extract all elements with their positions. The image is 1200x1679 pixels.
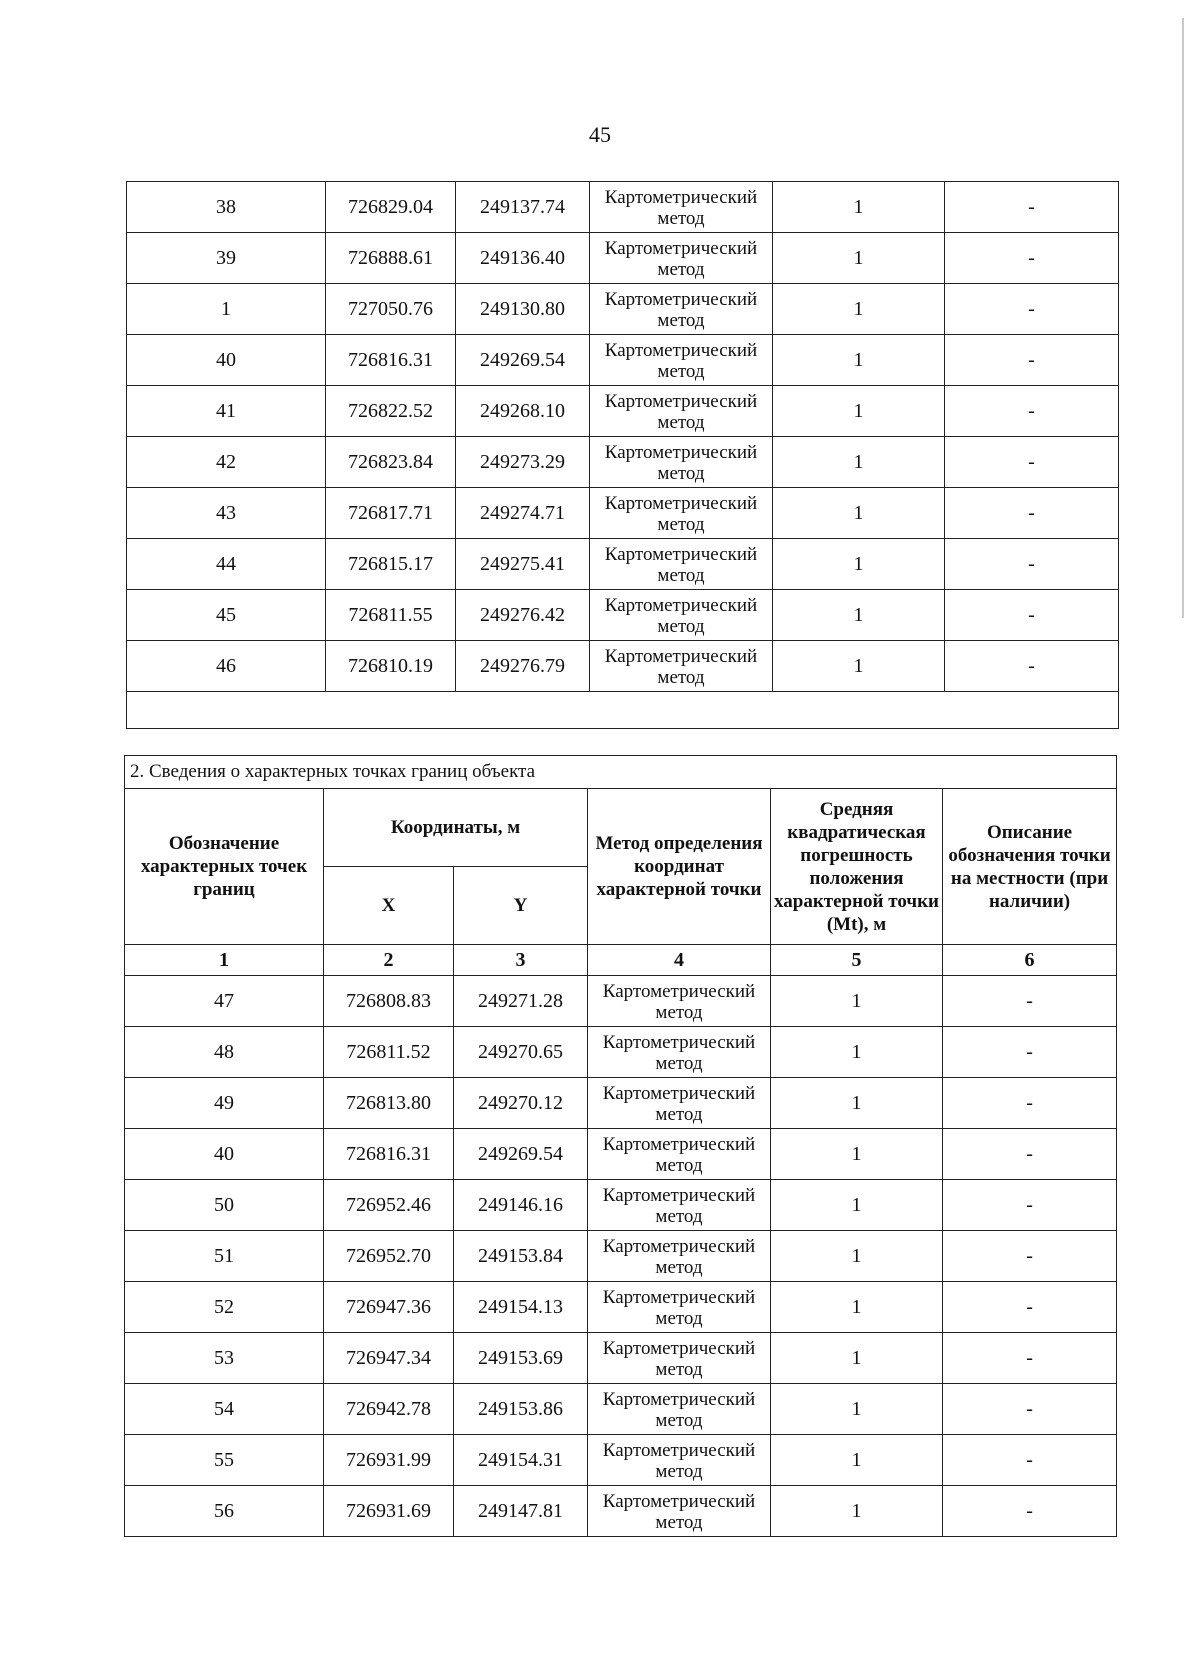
method-cell: Картометрический метод: [588, 1384, 771, 1435]
column-number: 4: [588, 945, 771, 976]
mean-error-cell: 1: [773, 437, 945, 488]
y-coordinate-cell: 249146.16: [454, 1180, 588, 1231]
description-cell: -: [945, 437, 1119, 488]
x-coordinate-cell: 726888.61: [326, 233, 456, 284]
point-id-cell: 48: [125, 1027, 324, 1078]
point-id-cell: 43: [127, 488, 326, 539]
method-cell: Картометрический метод: [588, 976, 771, 1027]
y-coordinate-cell: 249276.79: [456, 641, 590, 692]
point-id-cell: 50: [125, 1180, 324, 1231]
x-coordinate-cell: 726822.52: [326, 386, 456, 437]
table-row: [127, 539, 1119, 590]
y-coordinate-cell: 249271.28: [454, 976, 588, 1027]
method-cell: Картометрический метод: [590, 488, 773, 539]
x-coordinate-cell: 726952.46: [324, 1180, 454, 1231]
mean-error-cell: 1: [773, 590, 945, 641]
method-cell: Картометрический метод: [588, 1282, 771, 1333]
mean-error-cell: 1: [771, 1180, 943, 1231]
table-row: [127, 488, 1119, 539]
table-row: [127, 386, 1119, 437]
x-coordinate-cell: 726947.34: [324, 1333, 454, 1384]
point-id-cell: 46: [127, 641, 326, 692]
y-coordinate-cell: 249153.86: [454, 1384, 588, 1435]
column-number: 6: [943, 945, 1117, 976]
description-cell: -: [943, 1435, 1117, 1486]
description-cell: -: [943, 1384, 1117, 1435]
method-cell: Картометрический метод: [590, 335, 773, 386]
x-coordinate-cell: 726816.31: [326, 335, 456, 386]
description-cell: -: [945, 233, 1119, 284]
section-title-row: [125, 756, 1117, 789]
method-cell: Картометрический метод: [590, 641, 773, 692]
description-cell: -: [945, 641, 1119, 692]
method-cell: Картометрический метод: [590, 386, 773, 437]
point-id-cell: 41: [127, 386, 326, 437]
x-coordinate-cell: 726816.31: [324, 1129, 454, 1180]
y-coordinate-cell: 249130.80: [456, 284, 590, 335]
table-row: [125, 1180, 1117, 1231]
mean-error-cell: 1: [771, 1027, 943, 1078]
method-cell: Картометрический метод: [590, 437, 773, 488]
header-y: Y: [454, 867, 588, 945]
x-coordinate-cell: 726952.70: [324, 1231, 454, 1282]
table-row: [127, 590, 1119, 641]
table-row: [125, 1282, 1117, 1333]
description-cell: -: [945, 386, 1119, 437]
mean-error-cell: 1: [771, 976, 943, 1027]
header-row: [125, 789, 1117, 867]
method-cell: Картометрический метод: [588, 1333, 771, 1384]
x-coordinate-cell: 726811.52: [324, 1027, 454, 1078]
point-id-cell: 55: [125, 1435, 324, 1486]
mean-error-cell: 1: [771, 1078, 943, 1129]
method-cell: Картометрический метод: [588, 1129, 771, 1180]
mean-error-cell: 1: [773, 233, 945, 284]
table2-body: [125, 976, 1117, 1537]
column-number: 1: [125, 945, 324, 976]
empty-cell: [127, 692, 1119, 729]
method-cell: Картометрический метод: [590, 539, 773, 590]
mean-error-cell: 1: [771, 1486, 943, 1537]
point-id-cell: 40: [127, 335, 326, 386]
method-cell: Картометрический метод: [588, 1435, 771, 1486]
point-id-cell: 52: [125, 1282, 324, 1333]
y-coordinate-cell: 249269.54: [456, 335, 590, 386]
mean-error-cell: 1: [773, 641, 945, 692]
description-cell: -: [945, 335, 1119, 386]
scan-edge-line: [1182, 18, 1184, 618]
description-cell: -: [943, 1027, 1117, 1078]
header-point-designation: Обозначение характерных точек границ: [125, 789, 324, 945]
point-id-cell: 49: [125, 1078, 324, 1129]
description-cell: -: [943, 1231, 1117, 1282]
header-x: X: [324, 867, 454, 945]
x-coordinate-cell: 726810.19: [326, 641, 456, 692]
description-cell: -: [943, 1180, 1117, 1231]
description-cell: -: [945, 488, 1119, 539]
y-coordinate-cell: 249270.65: [454, 1027, 588, 1078]
header-description: Описание обозначения точки на местности (при наличии): [943, 789, 1117, 945]
x-coordinate-cell: 726931.69: [324, 1486, 454, 1537]
mean-error-cell: 1: [773, 539, 945, 590]
table-row: [127, 335, 1119, 386]
table-row: [125, 1129, 1117, 1180]
mean-error-cell: 1: [771, 1333, 943, 1384]
method-cell: Картометрический метод: [590, 233, 773, 284]
y-coordinate-cell: 249154.13: [454, 1282, 588, 1333]
description-cell: -: [945, 284, 1119, 335]
column-number-row: [125, 945, 1117, 976]
table-row: [125, 1231, 1117, 1282]
point-id-cell: 1: [127, 284, 326, 335]
description-cell: -: [943, 1129, 1117, 1180]
table-row: [125, 1027, 1117, 1078]
x-coordinate-cell: 726811.55: [326, 590, 456, 641]
column-number: 5: [771, 945, 943, 976]
x-coordinate-cell: 726813.80: [324, 1078, 454, 1129]
y-coordinate-cell: 249153.84: [454, 1231, 588, 1282]
method-cell: Картометрический метод: [588, 1180, 771, 1231]
description-cell: -: [945, 590, 1119, 641]
point-id-cell: 45: [127, 590, 326, 641]
point-id-cell: 42: [127, 437, 326, 488]
y-coordinate-cell: 249268.10: [456, 386, 590, 437]
column-number: 2: [324, 945, 454, 976]
x-coordinate-cell: 726942.78: [324, 1384, 454, 1435]
mean-error-cell: 1: [773, 182, 945, 233]
mean-error-cell: 1: [771, 1282, 943, 1333]
table-row: [125, 1078, 1117, 1129]
description-cell: -: [943, 1333, 1117, 1384]
table-row: [125, 1384, 1117, 1435]
coordinates-table-continued: [126, 181, 1119, 729]
y-coordinate-cell: 249276.42: [456, 590, 590, 641]
x-coordinate-cell: 726931.99: [324, 1435, 454, 1486]
x-coordinate-cell: 726947.36: [324, 1282, 454, 1333]
table-row: [127, 641, 1119, 692]
x-coordinate-cell: 726829.04: [326, 182, 456, 233]
y-coordinate-cell: 249274.71: [456, 488, 590, 539]
table-row: [127, 284, 1119, 335]
method-cell: Картометрический метод: [588, 1486, 771, 1537]
x-coordinate-cell: 726823.84: [326, 437, 456, 488]
description-cell: -: [945, 539, 1119, 590]
y-coordinate-cell: 249153.69: [454, 1333, 588, 1384]
table-row: [127, 437, 1119, 488]
column-number: 3: [454, 945, 588, 976]
y-coordinate-cell: 249270.12: [454, 1078, 588, 1129]
point-id-cell: 53: [125, 1333, 324, 1384]
point-id-cell: 44: [127, 539, 326, 590]
y-coordinate-cell: 249137.74: [456, 182, 590, 233]
method-cell: Картометрический метод: [588, 1027, 771, 1078]
section-title: 2. Сведения о характерных точках границ объекта: [125, 756, 1117, 789]
method-cell: Картометрический метод: [590, 590, 773, 641]
table-row: [125, 1333, 1117, 1384]
header-method: Метод определения координат характерной точки: [588, 789, 771, 945]
table1-body: [127, 182, 1119, 729]
mean-error-cell: 1: [773, 488, 945, 539]
mean-error-cell: 1: [773, 335, 945, 386]
point-id-cell: 51: [125, 1231, 324, 1282]
description-cell: -: [945, 182, 1119, 233]
mean-error-cell: 1: [771, 1129, 943, 1180]
method-cell: Картометрический метод: [590, 182, 773, 233]
point-id-cell: 47: [125, 976, 324, 1027]
boundary-points-table: [124, 755, 1117, 1537]
y-coordinate-cell: 249136.40: [456, 233, 590, 284]
x-coordinate-cell: 726808.83: [324, 976, 454, 1027]
mean-error-cell: 1: [773, 284, 945, 335]
description-cell: -: [943, 1078, 1117, 1129]
x-coordinate-cell: 727050.76: [326, 284, 456, 335]
mean-error-cell: 1: [771, 1435, 943, 1486]
mean-error-cell: 1: [771, 1384, 943, 1435]
point-id-cell: 56: [125, 1486, 324, 1537]
description-cell: -: [943, 1486, 1117, 1537]
description-cell: -: [943, 976, 1117, 1027]
point-id-cell: 40: [125, 1129, 324, 1180]
point-id-cell: 54: [125, 1384, 324, 1435]
header-coordinates: Координаты, м: [324, 789, 588, 867]
method-cell: Картометрический метод: [590, 284, 773, 335]
table-row: [125, 976, 1117, 1027]
table-row: [125, 1486, 1117, 1537]
description-cell: -: [943, 1282, 1117, 1333]
x-coordinate-cell: 726817.71: [326, 488, 456, 539]
y-coordinate-cell: 249273.29: [456, 437, 590, 488]
method-cell: Картометрический метод: [588, 1078, 771, 1129]
y-coordinate-cell: 249147.81: [454, 1486, 588, 1537]
y-coordinate-cell: 249275.41: [456, 539, 590, 590]
table-row: [125, 1435, 1117, 1486]
page-number: 45: [589, 122, 611, 147]
point-id-cell: 38: [127, 182, 326, 233]
empty-row: [127, 692, 1119, 729]
y-coordinate-cell: 249269.54: [454, 1129, 588, 1180]
method-cell: Картометрический метод: [588, 1231, 771, 1282]
mean-error-cell: 1: [771, 1231, 943, 1282]
point-id-cell: 39: [127, 233, 326, 284]
x-coordinate-cell: 726815.17: [326, 539, 456, 590]
table-row: [127, 233, 1119, 284]
y-coordinate-cell: 249154.31: [454, 1435, 588, 1486]
header-mean-error: Средняя квадратическая погрешность положения характерной точки (Mt), м: [771, 789, 943, 945]
table-row: [127, 182, 1119, 233]
mean-error-cell: 1: [773, 386, 945, 437]
